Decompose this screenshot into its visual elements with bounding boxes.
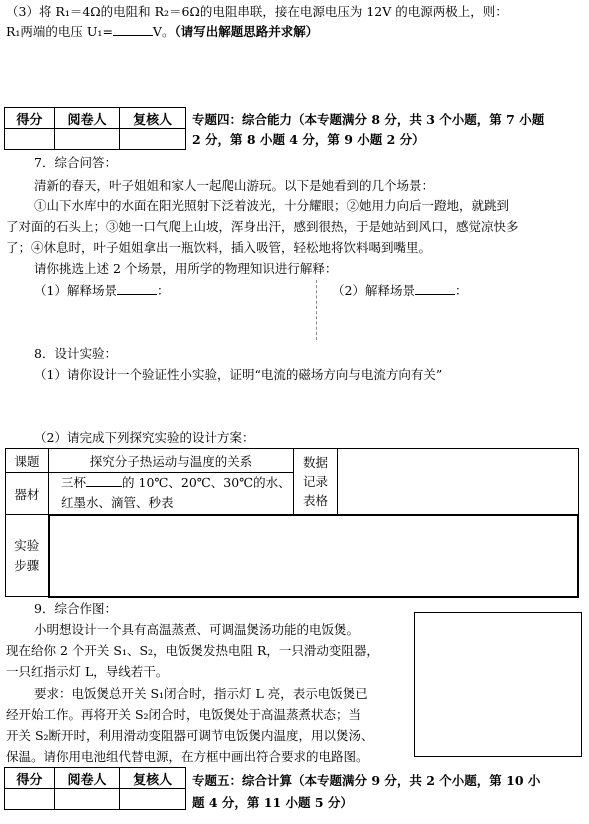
q7-para5: 请你挑选上述 2 个场景，用所学的物理知识进行解释： bbox=[34, 261, 338, 276]
q3-line2-c: （请写出解题思路并求解） bbox=[174, 24, 319, 39]
equipment-text-a: 三杯 bbox=[61, 475, 87, 491]
q3-line2-b: V。 bbox=[152, 24, 175, 39]
q9-para4: 要求：电饭煲总开关 S₁闭合时，指示灯 L 亮，表示电饭煲已 bbox=[34, 686, 368, 701]
q3-line2-a: R₁两端的电压 U₁= bbox=[6, 24, 113, 39]
data-record-cell[interactable] bbox=[338, 449, 579, 515]
q8-sub2: （2）请完成下列探究实验的设计方案： bbox=[34, 430, 255, 445]
equipment-label: 器材 bbox=[6, 473, 49, 515]
topic-value: 探究分子热运动与温度的关系 bbox=[49, 449, 294, 473]
q7-answer-2-label: （2）解释场景 bbox=[332, 283, 415, 298]
equipment-text-c: 红墨水、滴管、秒表 bbox=[61, 495, 174, 511]
score-table-topic5 bbox=[4, 767, 186, 810]
equipment-value bbox=[49, 473, 294, 515]
answer-divider bbox=[316, 280, 317, 340]
score-cell[interactable] bbox=[5, 129, 55, 150]
score-cell[interactable] bbox=[5, 789, 55, 810]
grader-cell[interactable] bbox=[54, 789, 120, 810]
q9-title: 9．综合作图： bbox=[34, 601, 117, 616]
steps-label-1: 实验 bbox=[14, 537, 40, 553]
steps-label-2: 步骤 bbox=[14, 557, 40, 573]
q9-para7: 保温。请你用电池组代替电源，在方框中画出符合要求的电路图。 bbox=[6, 749, 369, 764]
scene-blank-1[interactable] bbox=[117, 283, 157, 295]
answer-blank-u1[interactable] bbox=[113, 24, 153, 36]
data-label-2: 记录 bbox=[302, 473, 328, 489]
q8-title: 8．设计实验： bbox=[34, 346, 117, 361]
q7-answer-2 bbox=[332, 283, 467, 299]
q8-sub1: （1）请你设计一个验证性小实验，证明“电流的磁场方向与电流方向有关” bbox=[34, 367, 443, 382]
circuit-drawing-box[interactable] bbox=[414, 612, 582, 757]
q7-title: 7．综合问答： bbox=[34, 155, 117, 170]
colon: ： bbox=[454, 283, 468, 298]
scene-blank-2[interactable] bbox=[415, 283, 455, 295]
data-label-3: 表格 bbox=[302, 492, 328, 508]
topic4-heading-line1: 专题四：综合能力（本专题满分 8 分，共 3 个小题，第 7 小题 bbox=[192, 112, 545, 127]
experiment-design-table bbox=[5, 448, 579, 598]
grader-cell[interactable] bbox=[54, 129, 120, 150]
colon: ： bbox=[156, 283, 170, 298]
steps-cell[interactable] bbox=[49, 515, 579, 597]
q9-para3: 一只红指示灯 L，导线若干。 bbox=[6, 664, 169, 679]
q7-para2: ①山下水库中的水面在阳光照射下泛着波光，十分耀眼；②她用力向后一蹬地，就跳到 bbox=[34, 198, 510, 213]
topic-label: 课题 bbox=[6, 449, 49, 473]
score-header: 得分 bbox=[5, 768, 55, 789]
q9-para6: 开关 S₂断开时，利用滑动变阻器可调节电饭煲内温度，用以煲汤、 bbox=[6, 728, 374, 743]
equipment-blank[interactable] bbox=[86, 475, 122, 487]
topic5-heading-line1: 专题五：综合计算（本专题满分 9 分，共 2 个小题，第 10 小 bbox=[192, 773, 541, 788]
score-table-topic4 bbox=[4, 107, 186, 150]
grader-header: 阅卷人 bbox=[54, 108, 120, 129]
reviewer-cell[interactable] bbox=[120, 129, 186, 150]
q3-line1: （3）将 R₁＝4Ω的电阻和 R₂＝6Ω的电阻串联，接在电源电压为 12V 的电源两极上，则： bbox=[6, 4, 508, 19]
reviewer-cell[interactable] bbox=[120, 789, 186, 810]
q9-para1: 小明想设计一个具有高温蒸煮、可调温煲汤功能的电饭煲。 bbox=[34, 622, 360, 637]
q7-para4: 了；④休息时，叶子姐姐拿出一瓶饮料，插入吸管，轻松地将饮料喝到嘴里。 bbox=[6, 240, 432, 255]
q7-answer-1-label: （1）解释场景 bbox=[34, 283, 117, 298]
reviewer-header: 复核人 bbox=[120, 108, 186, 129]
q7-para1: 清新的春天，叶子姐姐和家人一起爬山游玩。以下是她看到的几个场景： bbox=[34, 178, 435, 193]
reviewer-header: 复核人 bbox=[120, 768, 186, 789]
topic5-heading-line2: 题 4 分，第 11 小题 5 分） bbox=[192, 795, 353, 810]
score-header: 得分 bbox=[5, 108, 55, 129]
data-label-1: 数据 bbox=[302, 454, 328, 470]
equipment-text-b: 的 10℃、20℃、30℃的水、 bbox=[122, 475, 291, 491]
q9-para5: 经开始工作。再将开关 S₂闭合时，电饭煲处于高温蒸煮状态；当 bbox=[6, 707, 362, 722]
q9-para2: 现在给你 2 个开关 S₁、S₂，电饭煲发热电阻 R，一只滑动变阻器， bbox=[6, 643, 379, 658]
grader-header: 阅卷人 bbox=[54, 768, 120, 789]
q3-line2 bbox=[6, 24, 318, 40]
topic4-heading-line2: 2 分，第 8 小题 4 分，第 9 小题 2 分） bbox=[192, 132, 425, 147]
steps-label bbox=[6, 515, 49, 597]
data-record-label bbox=[294, 449, 338, 515]
q7-para3: 了对面的石头上；③她一口气爬上山坡，浑身出汗，感到很热，于是她站到风口，感觉凉快多 bbox=[6, 219, 519, 234]
q7-answer-1 bbox=[34, 283, 169, 299]
